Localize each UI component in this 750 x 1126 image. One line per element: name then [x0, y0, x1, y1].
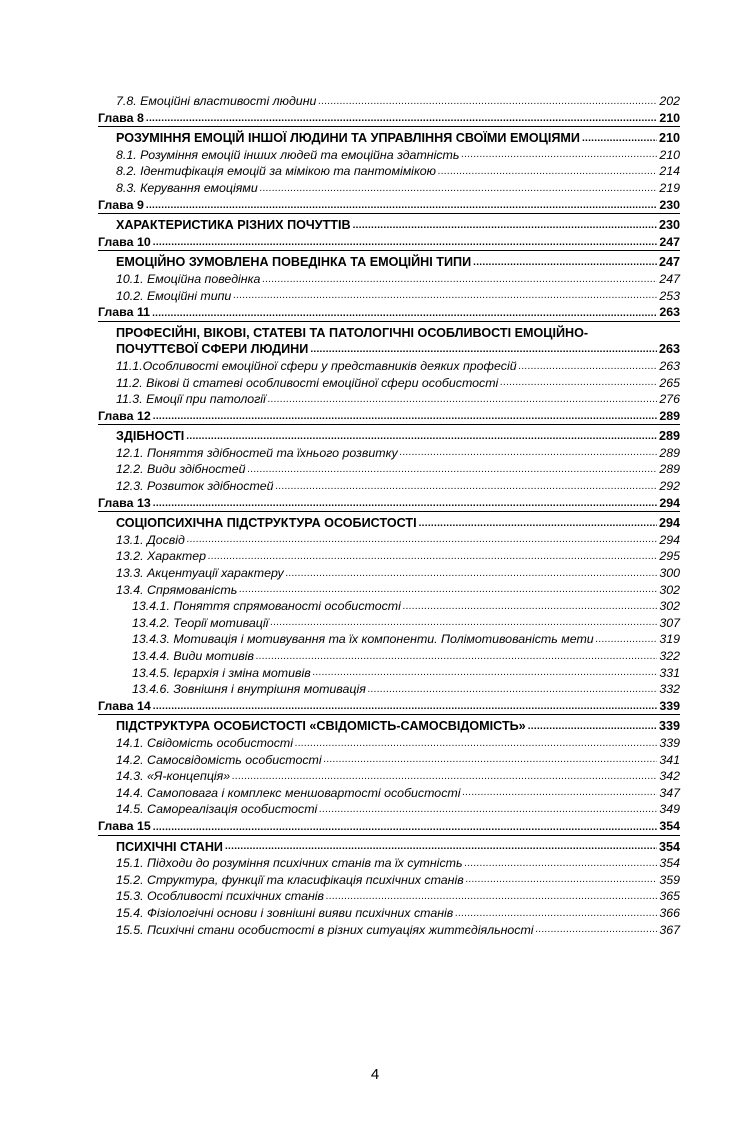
- dot-leader: [326, 892, 657, 902]
- entry-title: 14.2. Самосвідомість особистості: [116, 752, 322, 767]
- dot-leader: [596, 635, 658, 645]
- entry-page-number: 276: [659, 392, 680, 407]
- dot-leader: [461, 150, 657, 160]
- dot-leader: [153, 499, 658, 509]
- entry-title: ПРОФЕСІЙНІ, ВІКОВІ, СТАТЕВІ ТА ПАТОЛОГІЧНІ ОСОБЛИВОСТІ ЕМОЦІЙНО-: [116, 325, 589, 340]
- entry-title: 14.5. Самореалізація особистості: [116, 802, 318, 817]
- entry-title: 11.3. Емоції при патології: [116, 392, 266, 407]
- entry-page-number: 247: [659, 271, 680, 286]
- dot-leader: [528, 722, 657, 732]
- entry-title: ЗДІБНОСТІ: [116, 429, 185, 444]
- entry-title: 12.2. Види здібностей: [116, 462, 246, 477]
- entry-page-number: 354: [658, 839, 680, 854]
- section-title-row: [98, 217, 680, 234]
- section-title-row: [98, 718, 680, 735]
- dot-leader: [232, 772, 657, 782]
- chapter-heading-row: [98, 304, 680, 322]
- dot-leader: [270, 618, 657, 628]
- chapter-heading-row: [98, 698, 680, 716]
- entry-page-number: 342: [659, 769, 680, 784]
- toc-entry-row: [98, 801, 680, 818]
- chapter-heading-row: [98, 818, 680, 836]
- entry-page-number: 319: [659, 632, 680, 647]
- entry-title: 13.2. Характер: [116, 549, 207, 564]
- toc-entry-row: [98, 180, 680, 197]
- entry-page-number: 332: [659, 682, 680, 697]
- dot-leader: [260, 184, 658, 194]
- dot-leader: [152, 309, 657, 319]
- toc-entry-row: [98, 768, 680, 785]
- dot-leader: [146, 114, 657, 124]
- entry-page-number: 367: [659, 922, 680, 937]
- dot-leader: [153, 412, 658, 422]
- entry-title: Глава 10: [98, 234, 151, 249]
- entry-page-number: 339: [658, 719, 680, 734]
- entry-page-number: 253: [659, 288, 680, 303]
- dot-leader: [313, 668, 658, 678]
- dot-leader: [286, 569, 658, 579]
- entry-page-number: 292: [659, 479, 680, 494]
- entry-title: 13.4.5. Ієрархія і зміна мотивів: [132, 665, 311, 680]
- entry-page-number: 294: [659, 532, 680, 547]
- entry-page-number: 302: [659, 599, 680, 614]
- entry-title: 13.1. Досвід: [116, 532, 185, 547]
- dot-leader: [473, 258, 657, 268]
- entry-title: 13.4.4. Види мотивів: [132, 649, 254, 663]
- entry-page-number: 341: [659, 752, 680, 767]
- dot-leader: [146, 201, 657, 211]
- entry-title: 11.1.Особливості емоційної сфери у представників деяких професій: [116, 358, 517, 373]
- entry-page-number: 263: [659, 358, 680, 373]
- entry-title: 11.2. Вікові й статеві особливості емоційної сфери особистості: [116, 375, 499, 390]
- dot-leader: [225, 842, 657, 852]
- dot-leader: [353, 221, 657, 231]
- toc-entry-row: [98, 271, 680, 288]
- entry-title: 15.1. Підходи до розуміння психічних станів та їх сутність: [116, 856, 463, 871]
- toc-entry-row: [98, 615, 680, 632]
- entry-title: ПСИХІЧНІ СТАНИ: [116, 839, 223, 854]
- dot-leader: [438, 167, 657, 177]
- toc-entry-row: [98, 631, 680, 648]
- dot-leader: [582, 134, 657, 144]
- dot-leader: [295, 739, 657, 749]
- page-number: 4: [370, 1066, 380, 1083]
- entry-title: 8.1. Розуміння емоцій інших людей та емоційна здатність: [116, 147, 460, 162]
- dot-leader: [519, 362, 658, 372]
- dot-leader: [248, 465, 658, 475]
- entry-title: ПІДСТРУКТУРА ОСОБИСТОСТІ «СВІДОМІСТЬ-САМОСВІДОМІСТЬ»: [116, 719, 526, 734]
- dot-leader: [500, 378, 657, 388]
- entry-page-number: 219: [659, 180, 680, 195]
- entry-page-number: 289: [659, 408, 680, 423]
- entry-title: 13.4. Спрямованість: [116, 582, 238, 597]
- entry-page-number: 265: [659, 375, 680, 390]
- toc-entry-row: [98, 785, 680, 802]
- entry-page-number: 339: [659, 735, 680, 750]
- dot-leader: [153, 238, 658, 248]
- entry-page-number: 263: [658, 342, 680, 357]
- entry-title: 10.1. Емоційна поведінка: [116, 271, 261, 286]
- entry-title: 13.3. Акцентуації характеру: [116, 566, 284, 581]
- entry-page-number: 263: [659, 305, 680, 320]
- entry-page-number: 365: [659, 889, 680, 904]
- section-title-row: [98, 254, 680, 271]
- dot-leader: [368, 685, 657, 695]
- dot-leader: [186, 432, 657, 442]
- entry-page-number: 359: [659, 872, 680, 887]
- toc-entry-row: [98, 855, 680, 872]
- dot-leader: [153, 823, 658, 833]
- entry-title: СОЦІОПСИХІЧНА ПІДСТРУКТУРА ОСОБИСТОСТІ: [116, 516, 417, 531]
- entry-title: 12.1. Поняття здібностей та їхнього розвитку: [116, 445, 398, 460]
- chapter-heading-row: [98, 110, 680, 128]
- entry-page-number: 294: [658, 516, 680, 531]
- toc-entry-row: [98, 681, 680, 698]
- entry-title: 15.3. Особливості психічних станів: [116, 889, 325, 904]
- toc-entry-row: [98, 391, 680, 408]
- section-title-row: [98, 428, 680, 445]
- entry-page-number: 349: [659, 802, 680, 817]
- section-title-row: [98, 130, 680, 147]
- section-title-row: [98, 515, 680, 532]
- toc-entry-row: [98, 163, 680, 180]
- toc-entry-row: [98, 565, 680, 582]
- entry-page-number: 289: [659, 445, 680, 460]
- entry-title: ХАРАКТЕРИСТИКА РІЗНИХ ПОЧУТТІВ: [116, 218, 351, 233]
- toc-entry-row: [98, 905, 680, 922]
- toc-entry-row: [98, 478, 680, 495]
- chapter-heading-row: [98, 234, 680, 252]
- entry-page-number: 354: [659, 856, 680, 871]
- entry-page-number: 302: [659, 582, 680, 597]
- entry-page-number: 214: [659, 164, 680, 179]
- entry-page-number: 331: [659, 665, 680, 680]
- toc-entry-row: [98, 532, 680, 549]
- entry-title: 13.4.3. Мотивація і мотивування та їх компоненти. Полімотивованість мети: [132, 632, 594, 647]
- section-title-row: [98, 341, 680, 358]
- toc-entry-row: [98, 375, 680, 392]
- entry-page-number: 210: [659, 110, 680, 125]
- entry-title: 7.8. Емоційні властивості людини: [116, 94, 317, 108]
- toc-entry-row: [98, 648, 680, 665]
- entry-page-number: 354: [659, 818, 680, 833]
- dot-leader: [153, 702, 658, 712]
- dot-leader: [262, 275, 657, 285]
- dot-leader: [239, 585, 657, 595]
- toc-entry-row: [98, 93, 680, 110]
- entry-title: ПОЧУТТЄВОЇ СФЕРИ ЛЮДИНИ: [116, 342, 309, 357]
- toc-entry-row: [98, 665, 680, 682]
- entry-title: Глава 13: [98, 495, 151, 510]
- entry-page-number: 339: [659, 698, 680, 713]
- entry-title: 15.5. Психічні стани особистості в різних ситуаціях життєдіяльності: [116, 922, 534, 937]
- entry-title: Глава 8: [98, 110, 144, 125]
- entry-title: 8.2. Ідентифікація емоцій за мімікою та пантомімікою: [116, 164, 436, 179]
- entry-title: 8.3. Керування емоціями: [116, 180, 258, 195]
- entry-title: 13.4.1. Поняття спрямованості особистості: [132, 599, 401, 614]
- section-title-row: [98, 839, 680, 856]
- table-of-contents: [98, 93, 680, 938]
- entry-page-number: 230: [659, 197, 680, 212]
- entry-page-number: 307: [659, 615, 680, 630]
- entry-page-number: 230: [658, 218, 680, 233]
- entry-page-number: 322: [659, 649, 680, 663]
- entry-page-number: 366: [659, 905, 680, 920]
- entry-title: 15.4. Фізіологічні основи і зовнішні вияви психічних станів: [116, 905, 454, 920]
- entry-title: ЕМОЦІЙНО ЗУМОВЛЕНА ПОВЕДІНКА ТА ЕМОЦІЙНІ ТИПИ: [116, 255, 472, 270]
- entry-title: Глава 12: [98, 408, 151, 423]
- toc-entry-row: [98, 445, 680, 462]
- dot-leader: [208, 552, 657, 562]
- toc-entry-row: [98, 461, 680, 478]
- entry-title: 10.2. Емоційні типи: [116, 288, 232, 303]
- dot-leader: [310, 345, 657, 355]
- entry-page-number: 210: [659, 147, 680, 162]
- entry-title: Глава 9: [98, 197, 144, 212]
- entry-title: 13.4.6. Зовнішня і внутрішня мотивація: [132, 682, 366, 697]
- toc-entry-row: [98, 872, 680, 889]
- dot-leader: [400, 448, 658, 458]
- entry-page-number: 300: [659, 566, 680, 581]
- entry-page-number: 294: [659, 495, 680, 510]
- toc-entry-row: [98, 147, 680, 164]
- chapter-heading-row: [98, 408, 680, 426]
- dot-leader: [276, 482, 658, 492]
- dot-leader: [403, 602, 657, 612]
- dot-leader: [419, 519, 657, 529]
- entry-title: Глава 14: [98, 698, 151, 713]
- dot-leader: [319, 805, 657, 815]
- dot-leader: [466, 875, 658, 885]
- dot-leader: [318, 97, 657, 107]
- entry-page-number: 247: [658, 255, 680, 270]
- toc-entry-row: [98, 888, 680, 905]
- entry-title: 14.1. Свідомість особистості: [116, 735, 294, 750]
- entry-title: 15.2. Структура, функції та класифікація психічних станів: [116, 872, 464, 887]
- entry-title: 14.3. «Я-концепція»: [116, 769, 231, 784]
- entry-page-number: 210: [658, 131, 680, 146]
- dot-leader: [233, 291, 657, 301]
- entry-page-number: 347: [659, 785, 680, 800]
- toc-entry-row: [98, 752, 680, 769]
- dot-leader: [324, 755, 658, 765]
- entry-page-number: 247: [659, 234, 680, 249]
- entry-page-number: 289: [659, 462, 680, 477]
- toc-entry-row: [98, 735, 680, 752]
- section-title-row: [98, 325, 680, 342]
- entry-page-number: 289: [658, 429, 680, 444]
- dot-leader: [268, 395, 658, 405]
- dot-leader: [455, 909, 657, 919]
- dot-leader: [462, 788, 657, 798]
- toc-entry-row: [98, 288, 680, 305]
- dot-leader: [464, 859, 657, 869]
- dot-leader: [187, 535, 657, 545]
- toc-entry-row: [98, 358, 680, 375]
- entry-title: Глава 15: [98, 818, 151, 833]
- entry-title: РОЗУМІННЯ ЕМОЦІЙ ІНШОЇ ЛЮДИНИ ТА УПРАВЛІННЯ СВОЇМИ ЕМОЦІЯМИ: [116, 131, 580, 146]
- toc-entry-row: [98, 598, 680, 615]
- entry-page-number: 295: [659, 549, 680, 564]
- chapter-heading-row: [98, 495, 680, 513]
- entry-title: 13.4.2. Теорії мотивації: [132, 615, 269, 630]
- chapter-heading-row: [98, 197, 680, 215]
- entry-title: Глава 11: [98, 305, 151, 320]
- entry-page-number: 202: [659, 94, 680, 108]
- entry-title: 14.4. Самоповага і комплекс меншовартості особистості: [116, 785, 461, 800]
- toc-entry-row: [98, 548, 680, 565]
- toc-entry-row: [98, 922, 680, 939]
- dot-leader: [256, 652, 657, 662]
- entry-title: 12.3. Розвиток здібностей: [116, 479, 274, 494]
- toc-entry-row: [98, 582, 680, 599]
- dot-leader: [536, 925, 658, 935]
